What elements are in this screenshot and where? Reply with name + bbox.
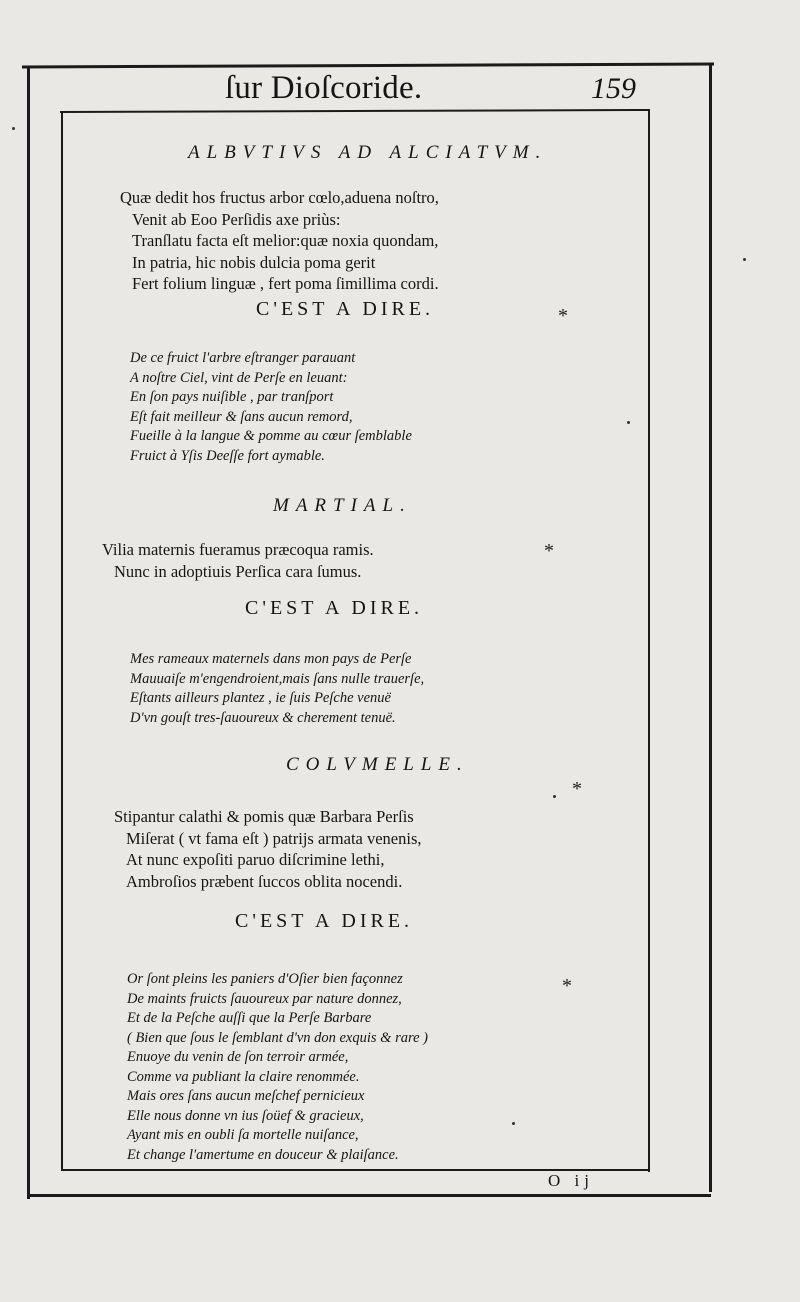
section-title-cest-a-dire-1: C'EST A DIRE. [256,298,435,320]
verse-line: Fruict à Yſis Deeſſe fort aymable. [130,447,325,464]
poem-french-3 [127,970,428,1165]
outer-frame-right-rule [709,64,712,1192]
verse-line: Eſt fait meilleur & ſans aucun remord, [130,408,353,425]
asterisk-margin-mark: * [558,305,568,327]
verse-line: Comme va publiant la claire renommée. [127,1068,360,1085]
verse-line: De ce fruict l'arbre eſtranger parauant [130,350,356,366]
verse-line: Et change l'amertume en douceur & plaiſance. [127,1146,399,1163]
verse-line: Fert folium linguæ , fert poma ſimillima cordi. [132,274,439,293]
poem-french-2 [130,650,424,728]
verse-line: A noſtre Ciel, vint de Perſe en leuant: [130,369,348,386]
verse-line: Miſerat ( vt fama eſt ) patrijs armata venenis, [126,828,422,848]
verse-line: Enuoye du venin de ſon terroir armée, [127,1049,349,1065]
inner-frame-right-rule [648,110,650,1172]
verse-line: In patria, hic nobis dulcia poma gerit [132,252,376,272]
poem-columelle [114,806,422,892]
verse-line: Et de la Peſche auſſi que la Perſe Barbare [127,1010,372,1026]
verse-line: Or ſont pleins les paniers d'Oſier bien façonnez [127,971,403,987]
asterisk-margin-mark: * [544,540,554,562]
verse-line: Stipantur calathi & pomis quæ Barbara Perſis [114,807,414,826]
page-number: 159 [591,72,636,105]
ink-speck [512,1122,515,1125]
asterisk-margin-mark: * [572,778,582,800]
ink-speck [12,127,15,130]
verse-line: ( Bien que ſous le ſemblant d'vn don exquis & rare ) [127,1029,428,1046]
ink-speck [553,795,556,798]
verse-line: Ayant mis en oubli ſa mortelle nuiſance, [127,1127,359,1143]
verse-line: At nunc expoſiti paruo diſcrimine lethi, [126,850,385,869]
verse-line: Mes rameaux maternels dans mon pays de Perſe [130,651,412,667]
ink-speck [627,421,630,424]
ink-speck [743,258,746,261]
verse-line: Eſtants ailleurs plantez , ie ſuis Peſche venuë [130,690,391,706]
verse-line: Fueille à la langue & pomme au cœur ſemblable [130,428,412,444]
verse-line: Vilia maternis fueramus præcoqua ramis. [102,540,374,559]
verse-line: Ambroſios præbent ſuccos oblita nocendi. [126,871,403,891]
section-title-martial: MARTIAL. [273,495,412,516]
asterisk-margin-mark: * [562,975,572,997]
outer-frame-left-rule [27,66,30,1199]
poem-martial [102,539,374,582]
inner-frame-top-rule [60,109,650,113]
running-head: ſur Dioſcoride. [225,70,423,106]
verse-line: Nunc in adoptiuis Perſica cara ſumus. [114,561,362,581]
outer-frame-bottom-rule [27,1194,711,1197]
poem-albutius [120,187,439,295]
section-title-cest-a-dire-2: C'EST A DIRE. [245,597,424,619]
verse-line: Quæ dedit hos fructus arbor cœlo,aduena noſtro, [120,188,439,207]
verse-line: En ſon pays nuiſible , par tranſport [130,389,334,405]
verse-line: Venit ab Eoo Perſidis axe priùs: [132,209,341,229]
section-title-columelle: COLVMELLE. [286,754,469,775]
verse-line: Mauuaiſe m'engendroient,mais ſans nulle trauerſe, [130,670,425,687]
verse-line: De maints fruicts ſauoureux par nature donnez, [127,990,402,1007]
inner-frame-left-rule [61,111,63,1171]
verse-line: Mais ores ſans aucun meſchef pernicieux [127,1088,365,1104]
verse-line: Elle nous donne vn ius ſoüef & gracieux, [127,1107,364,1124]
verse-line: Tranſlatu facta eſt melior:quæ noxia quondam, [132,231,439,250]
section-title-cest-a-dire-3: C'EST A DIRE. [235,910,414,932]
section-title-albutius: ALBVTIVS AD ALCIATVM. [188,142,548,163]
signature-mark: O ij [548,1171,594,1190]
poem-french-1 [130,349,412,466]
outer-frame-top-rule [22,62,714,68]
verse-line: D'vn gouſt tres-ſauoureux & cherement tenuë. [130,709,396,726]
